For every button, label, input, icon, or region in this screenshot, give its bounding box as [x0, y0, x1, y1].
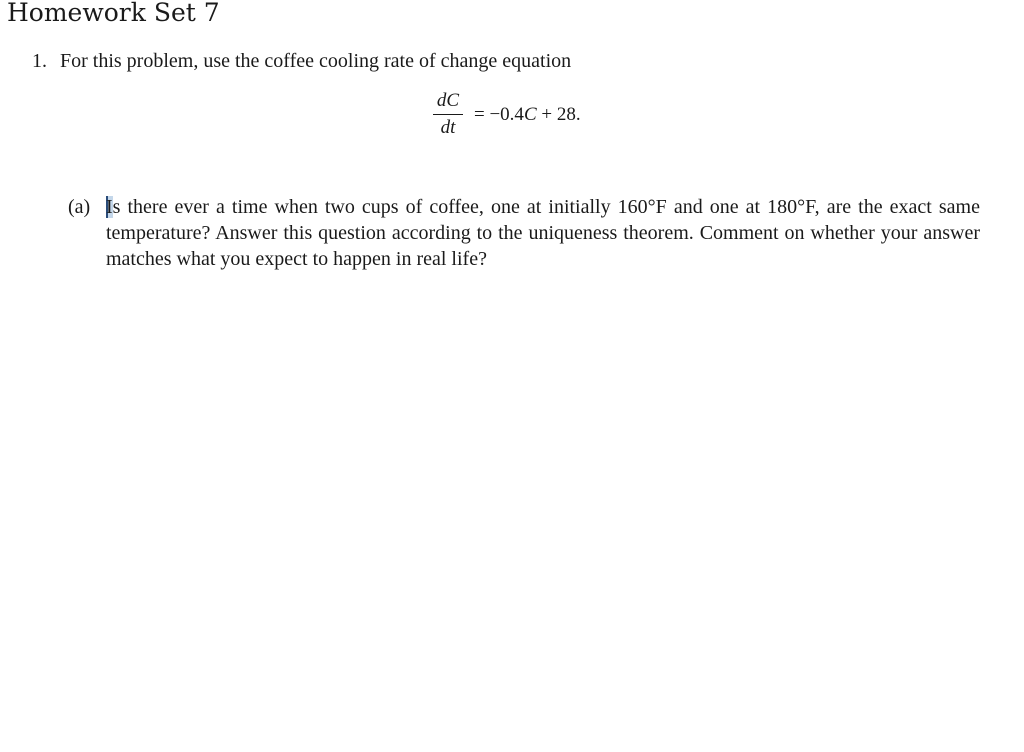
rhs-variable: C [523, 103, 537, 125]
fraction-numerator: dC [436, 90, 460, 111]
problem-1-prompt [32, 48, 571, 74]
problem-number: 1. [32, 50, 47, 72]
fraction-dc-dt [432, 90, 464, 139]
text-cursor-selection: I [106, 196, 113, 218]
equation [432, 90, 581, 139]
equation-rhs [474, 104, 581, 126]
fraction-denominator: dt [440, 117, 456, 138]
rhs-constant: + 28. [536, 103, 581, 125]
page-title: Homework Set 7 [7, 0, 220, 27]
part-a-text[interactable] [106, 194, 980, 272]
part-label: (a) [68, 196, 91, 218]
equals-sign: = [474, 103, 485, 125]
problem-text: For this problem, use the coffee cooling rate of change equation [60, 50, 572, 72]
rhs-coefficient: −0.4 [489, 103, 524, 125]
part-a-question: s there ever a time when two cups of coffee, one at initially 160°F and one at 180°F, are the exact same temperature? Answer this question according to the uniqueness theorem. Comment on whether your answer matches what you expect to happen in real life? [106, 196, 980, 270]
